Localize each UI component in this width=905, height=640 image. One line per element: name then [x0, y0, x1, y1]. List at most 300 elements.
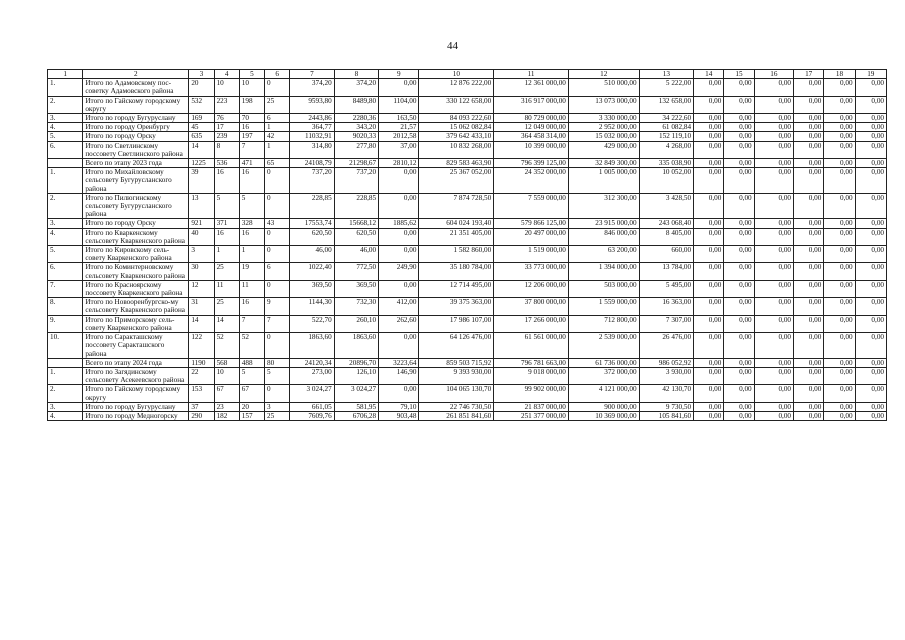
value-cell: 0,00 [794, 159, 824, 168]
value-cell: 16 [239, 123, 264, 132]
value-cell: 0,00 [754, 246, 793, 263]
value-cell: 0,00 [724, 402, 754, 411]
value-cell: 2 952 000,00 [568, 123, 639, 132]
value-cell: 0,00 [754, 168, 793, 194]
value-cell: 536 [214, 159, 239, 168]
value-cell: 3 330 000,00 [568, 114, 639, 123]
value-cell: 0,00 [754, 219, 793, 228]
value-cell: 67 [214, 385, 239, 402]
row-index-cell: 1. [48, 367, 83, 384]
value-cell: 0,00 [794, 385, 824, 402]
value-cell: 0,00 [855, 280, 886, 297]
value-cell: 21 837 000,00 [494, 402, 569, 411]
table-row [48, 132, 887, 141]
value-cell: 20 [239, 402, 264, 411]
value-cell: 1144,30 [290, 298, 334, 315]
value-cell: 796 781 663,00 [494, 358, 569, 367]
value-cell: 0,00 [855, 159, 886, 168]
value-cell: 581,95 [334, 402, 378, 411]
value-cell: 0,00 [754, 263, 793, 280]
value-cell: 0,00 [794, 193, 824, 219]
value-cell: 16 [239, 168, 264, 194]
value-cell: 0,00 [824, 79, 855, 96]
value-cell: 37 [189, 402, 214, 411]
value-cell: 0 [265, 280, 290, 297]
value-cell: 796 399 125,00 [494, 159, 569, 168]
value-cell: 0,00 [754, 358, 793, 367]
value-cell: 0,00 [855, 263, 886, 280]
value-cell: 0,00 [694, 246, 724, 263]
value-cell: 0,00 [724, 132, 754, 141]
value-cell: 522,70 [290, 315, 334, 332]
value-cell: 30 [189, 263, 214, 280]
value-cell: 374,20 [334, 79, 378, 96]
value-cell: 0 [265, 168, 290, 194]
value-cell: 24120,34 [290, 358, 334, 367]
value-cell: 0,00 [794, 315, 824, 332]
value-cell: 0,00 [794, 228, 824, 245]
value-cell: 0,00 [855, 315, 886, 332]
value-cell: 429 000,00 [568, 141, 639, 158]
value-cell: 0,00 [855, 367, 886, 384]
value-cell: 3 024,27 [290, 385, 334, 402]
value-cell: 4 121 000,00 [568, 385, 639, 402]
value-cell: 37 800 000,00 [494, 298, 569, 315]
row-index-cell: 2. [48, 193, 83, 219]
value-cell: 122 [189, 333, 214, 359]
value-cell: 0,00 [724, 193, 754, 219]
value-cell: 0,00 [724, 280, 754, 297]
value-cell: 0,00 [754, 193, 793, 219]
value-cell: 0,00 [379, 333, 419, 359]
column-number-header: 4 [214, 70, 239, 79]
value-cell: 16 363,00 [639, 298, 694, 315]
row-index-cell: 4. [48, 228, 83, 245]
value-cell: 903,48 [379, 411, 419, 420]
value-cell: 61 736 000,00 [568, 358, 639, 367]
value-cell: 0,00 [694, 219, 724, 228]
value-cell: 579 866 125,00 [494, 219, 569, 228]
value-cell: 153 [189, 385, 214, 402]
value-cell: 10 [239, 79, 264, 96]
value-cell: 0,00 [694, 114, 724, 123]
value-cell: 620,50 [334, 228, 378, 245]
value-cell: 0,00 [855, 298, 886, 315]
value-cell: 0,00 [824, 168, 855, 194]
value-cell: 0,00 [824, 367, 855, 384]
value-cell: 0,00 [754, 333, 793, 359]
value-cell: 9 [265, 298, 290, 315]
value-cell: 37,00 [379, 141, 419, 158]
value-cell: 46,00 [290, 246, 334, 263]
value-cell: 11 [214, 280, 239, 297]
value-cell: 737,20 [290, 168, 334, 194]
value-cell: 1190 [189, 358, 214, 367]
column-number-header: 3 [189, 70, 214, 79]
value-cell: 13 073 000,00 [568, 96, 639, 113]
value-cell: 12 361 000,00 [494, 79, 569, 96]
value-cell: 1 582 860,00 [419, 246, 494, 263]
value-cell: 1 [214, 246, 239, 263]
value-cell: 374,20 [290, 79, 334, 96]
row-name-cell: Итого по Светлинскому поссовету Светлинского района [83, 141, 189, 158]
value-cell: 0,00 [724, 367, 754, 384]
value-cell: 14 [214, 315, 239, 332]
value-cell: 20896,70 [334, 358, 378, 367]
value-cell: 70 [239, 114, 264, 123]
value-cell: 0,00 [724, 358, 754, 367]
value-cell: 9 018 000,00 [494, 367, 569, 384]
value-cell: 16 [214, 228, 239, 245]
value-cell: 328 [239, 219, 264, 228]
value-cell: 9 393 930,00 [419, 367, 494, 384]
table-row [48, 333, 887, 359]
value-cell: 0,00 [724, 96, 754, 113]
table-row [48, 123, 887, 132]
value-cell: 80 [265, 358, 290, 367]
value-cell: 17553,74 [290, 219, 334, 228]
column-number-header: 8 [334, 70, 378, 79]
column-number-header: 15 [724, 70, 754, 79]
table-row [48, 193, 887, 219]
table-row [48, 385, 887, 402]
row-index-cell: 3. [48, 114, 83, 123]
table-row [48, 219, 887, 228]
value-cell: 369,50 [334, 280, 378, 297]
value-cell: 0,00 [754, 402, 793, 411]
value-cell: 0,00 [824, 263, 855, 280]
value-cell: 1863,60 [334, 333, 378, 359]
value-cell: 7 307,00 [639, 315, 694, 332]
row-index-cell: 5. [48, 132, 83, 141]
value-cell: 0,00 [754, 141, 793, 158]
row-index-cell: 8. [48, 298, 83, 315]
value-cell: 16 [214, 168, 239, 194]
value-cell: 0,00 [724, 411, 754, 420]
value-cell: 12 714 495,00 [419, 280, 494, 297]
value-cell: 510 000,00 [568, 79, 639, 96]
value-cell: 0,00 [794, 280, 824, 297]
value-cell: 20 [189, 79, 214, 96]
value-cell: 620,50 [290, 228, 334, 245]
value-cell: 10 369 000,00 [568, 411, 639, 420]
value-cell: 3 [265, 402, 290, 411]
value-cell: 65 [265, 159, 290, 168]
value-cell: 0,00 [794, 168, 824, 194]
value-cell: 0,00 [754, 132, 793, 141]
value-cell: 7 [265, 315, 290, 332]
value-cell: 0,00 [694, 385, 724, 402]
value-cell: 260,10 [334, 315, 378, 332]
row-index-cell: 1. [48, 79, 83, 96]
value-cell: 364 458 314,00 [494, 132, 569, 141]
value-cell: 163,50 [379, 114, 419, 123]
table-row [48, 159, 887, 168]
value-cell: 0,00 [794, 79, 824, 96]
value-cell: 0,00 [824, 228, 855, 245]
value-cell: 0,00 [824, 96, 855, 113]
value-cell: 32 849 300,00 [568, 159, 639, 168]
value-cell: 0,00 [379, 168, 419, 194]
value-cell: 0,00 [824, 159, 855, 168]
value-cell: 273,00 [290, 367, 334, 384]
row-index-cell: 9. [48, 315, 83, 332]
value-cell: 732,30 [334, 298, 378, 315]
value-cell: 0,00 [855, 141, 886, 158]
value-cell: 0,00 [724, 141, 754, 158]
value-cell: 0,00 [824, 411, 855, 420]
table-row [48, 246, 887, 263]
value-cell: 15 032 000,00 [568, 132, 639, 141]
row-name-cell: Итого по Новооренбургско-му сельсовету Кваркенского района [83, 298, 189, 315]
value-cell: 0,00 [694, 79, 724, 96]
value-cell: 532 [189, 96, 214, 113]
row-name-cell: Итого по городу Бугуруслану [83, 114, 189, 123]
table-row [48, 228, 887, 245]
value-cell: 0,00 [754, 280, 793, 297]
value-cell: 343,20 [334, 123, 378, 132]
column-number-header: 16 [754, 70, 793, 79]
value-cell: 0,00 [824, 333, 855, 359]
value-cell: 0,00 [694, 315, 724, 332]
row-index-cell: 6. [48, 141, 83, 158]
value-cell: 0,00 [754, 385, 793, 402]
value-cell: 228,85 [290, 193, 334, 219]
value-cell: 0,00 [754, 159, 793, 168]
value-cell: 0,00 [754, 114, 793, 123]
value-cell: 25 [214, 263, 239, 280]
value-cell: 277,80 [334, 141, 378, 158]
value-cell: 1863,60 [290, 333, 334, 359]
value-cell: 17 986 107,00 [419, 315, 494, 332]
value-cell: 25 [265, 96, 290, 113]
value-cell: 0,00 [855, 132, 886, 141]
value-cell: 0,00 [754, 79, 793, 96]
value-cell: 0,00 [694, 96, 724, 113]
value-cell: 132 658,00 [639, 96, 694, 113]
row-name-cell: Итого по Красноярскому поссовету Кваркенского района [83, 280, 189, 297]
value-cell: 921 [189, 219, 214, 228]
table-row [48, 114, 887, 123]
value-cell: 42 [265, 132, 290, 141]
value-cell: 35 180 784,00 [419, 263, 494, 280]
value-cell: 0,00 [694, 168, 724, 194]
value-cell: 6 [265, 114, 290, 123]
value-cell: 34 222,60 [639, 114, 694, 123]
value-cell: 0,00 [724, 79, 754, 96]
value-cell: 0,00 [855, 219, 886, 228]
value-cell: 0,00 [754, 228, 793, 245]
row-name-cell: Итого по городу Оренбургу [83, 123, 189, 132]
value-cell: 0 [265, 79, 290, 96]
value-cell: 1 [265, 141, 290, 158]
value-cell: 126,10 [334, 367, 378, 384]
value-cell: 0,00 [694, 411, 724, 420]
value-cell: 22 746 730,50 [419, 402, 494, 411]
row-index-cell: 6. [48, 263, 83, 280]
value-cell: 25 367 052,00 [419, 168, 494, 194]
column-number-header: 1 [48, 70, 83, 79]
value-cell: 488 [239, 358, 264, 367]
value-cell: 8489,80 [334, 96, 378, 113]
value-cell: 0,00 [694, 123, 724, 132]
value-cell: 661,05 [290, 402, 334, 411]
value-cell: 16 [239, 298, 264, 315]
value-cell: 14 [189, 141, 214, 158]
value-cell: 6706,28 [334, 411, 378, 420]
value-cell: 312 300,00 [568, 193, 639, 219]
value-cell: 21298,67 [334, 159, 378, 168]
value-cell: 17 266 000,00 [494, 315, 569, 332]
table-row [48, 411, 887, 420]
value-cell: 12 049 000,00 [494, 123, 569, 132]
value-cell: 13 [189, 193, 214, 219]
value-cell: 43 [265, 219, 290, 228]
value-cell: 290 [189, 411, 214, 420]
value-cell: 6 [265, 263, 290, 280]
value-cell: 503 000,00 [568, 280, 639, 297]
value-cell: 169 [189, 114, 214, 123]
column-number-header: 5 [239, 70, 264, 79]
value-cell: 371 [214, 219, 239, 228]
value-cell: 10 [214, 79, 239, 96]
value-cell: 314,80 [290, 141, 334, 158]
column-number-header: 12 [568, 70, 639, 79]
value-cell: 737,20 [334, 168, 378, 194]
value-cell: 0 [265, 333, 290, 359]
value-cell: 2012,58 [379, 132, 419, 141]
value-cell: 262,60 [379, 315, 419, 332]
value-cell: 7 [239, 315, 264, 332]
row-index-cell [48, 358, 83, 367]
value-cell: 19 [239, 263, 264, 280]
value-cell: 5 [214, 193, 239, 219]
value-cell: 25 [214, 298, 239, 315]
value-cell: 0,00 [694, 298, 724, 315]
value-cell: 99 902 000,00 [494, 385, 569, 402]
value-cell: 1 005 000,00 [568, 168, 639, 194]
value-cell: 0 [265, 385, 290, 402]
row-name-cell: Итого по Коминтерновскому сельсовету Кваркенского района [83, 263, 189, 280]
value-cell: 23 [214, 402, 239, 411]
value-cell: 0,00 [794, 219, 824, 228]
value-cell: 39 375 363,00 [419, 298, 494, 315]
value-cell: 0,00 [794, 123, 824, 132]
row-name-cell: Итого по Кваркенскому сельсовету Кваркенского района [83, 228, 189, 245]
value-cell: 261 851 841,60 [419, 411, 494, 420]
value-cell: 0,00 [694, 132, 724, 141]
value-cell: 0,00 [824, 141, 855, 158]
value-cell: 182 [214, 411, 239, 420]
value-cell: 372 000,00 [568, 367, 639, 384]
value-cell: 0,00 [855, 228, 886, 245]
row-index-cell: 3. [48, 402, 83, 411]
value-cell: 0,00 [724, 298, 754, 315]
value-cell: 0,00 [855, 96, 886, 113]
value-cell: 243 068,40 [639, 219, 694, 228]
value-cell: 364,77 [290, 123, 334, 132]
row-index-cell: 2. [48, 385, 83, 402]
column-number-header: 17 [794, 70, 824, 79]
column-number-header: 9 [379, 70, 419, 79]
value-cell: 0,00 [855, 385, 886, 402]
value-cell: 0,00 [855, 79, 886, 96]
value-cell: 10 399 000,00 [494, 141, 569, 158]
value-cell: 369,50 [290, 280, 334, 297]
value-cell: 197 [239, 132, 264, 141]
value-cell: 0,00 [754, 315, 793, 332]
table-row [48, 402, 887, 411]
value-cell: 568 [214, 358, 239, 367]
value-cell: 16 [239, 228, 264, 245]
row-name-cell: Всего по этапу 2023 года [83, 159, 189, 168]
table-row [48, 358, 887, 367]
row-index-cell: 2. [48, 96, 83, 113]
value-cell: 0,00 [855, 246, 886, 263]
table-row [48, 298, 887, 315]
data-table [47, 69, 887, 421]
row-name-cell: Итого по Гайскому городскому округу [83, 385, 189, 402]
value-cell: 146,90 [379, 367, 419, 384]
column-number-header: 10 [419, 70, 494, 79]
value-cell: 21,57 [379, 123, 419, 132]
table-row [48, 367, 887, 384]
value-cell: 64 126 476,00 [419, 333, 494, 359]
value-cell: 22 [189, 367, 214, 384]
value-cell: 0,00 [855, 358, 886, 367]
value-cell: 2280,36 [334, 114, 378, 123]
value-cell: 12 876 222,00 [419, 79, 494, 96]
value-cell: 0,00 [824, 246, 855, 263]
row-name-cell: Итого по Приморскому сель-совету Кваркенского района [83, 315, 189, 332]
value-cell: 9593,80 [290, 96, 334, 113]
column-number-header: 14 [694, 70, 724, 79]
value-cell: 157 [239, 411, 264, 420]
value-cell: 5 222,00 [639, 79, 694, 96]
value-cell: 900 000,00 [568, 402, 639, 411]
table-row [48, 141, 887, 158]
value-cell: 14 [189, 315, 214, 332]
value-cell: 0,00 [724, 246, 754, 263]
value-cell: 24108,79 [290, 159, 334, 168]
value-cell: 9020,33 [334, 132, 378, 141]
value-cell: 0,00 [824, 402, 855, 411]
value-cell: 7 874 728,50 [419, 193, 494, 219]
value-cell: 0,00 [724, 123, 754, 132]
value-cell: 0,00 [724, 219, 754, 228]
value-cell: 0,00 [379, 246, 419, 263]
value-cell: 1225 [189, 159, 214, 168]
row-index-cell: 5. [48, 246, 83, 263]
value-cell: 1022,40 [290, 263, 334, 280]
value-cell: 42 130,70 [639, 385, 694, 402]
value-cell: 251 377 000,00 [494, 411, 569, 420]
value-cell: 7 [239, 141, 264, 158]
value-cell: 0,00 [855, 333, 886, 359]
table-row [48, 96, 887, 113]
column-number-header: 7 [290, 70, 334, 79]
value-cell: 0,00 [694, 402, 724, 411]
row-index-cell: 7. [48, 280, 83, 297]
header-row [48, 70, 887, 79]
value-cell: 0,00 [855, 402, 886, 411]
value-cell: 0,00 [724, 333, 754, 359]
value-cell: 0,00 [724, 114, 754, 123]
value-cell: 8 [214, 141, 239, 158]
row-index-cell: 3. [48, 219, 83, 228]
value-cell: 0,00 [824, 132, 855, 141]
value-cell: 0,00 [824, 358, 855, 367]
